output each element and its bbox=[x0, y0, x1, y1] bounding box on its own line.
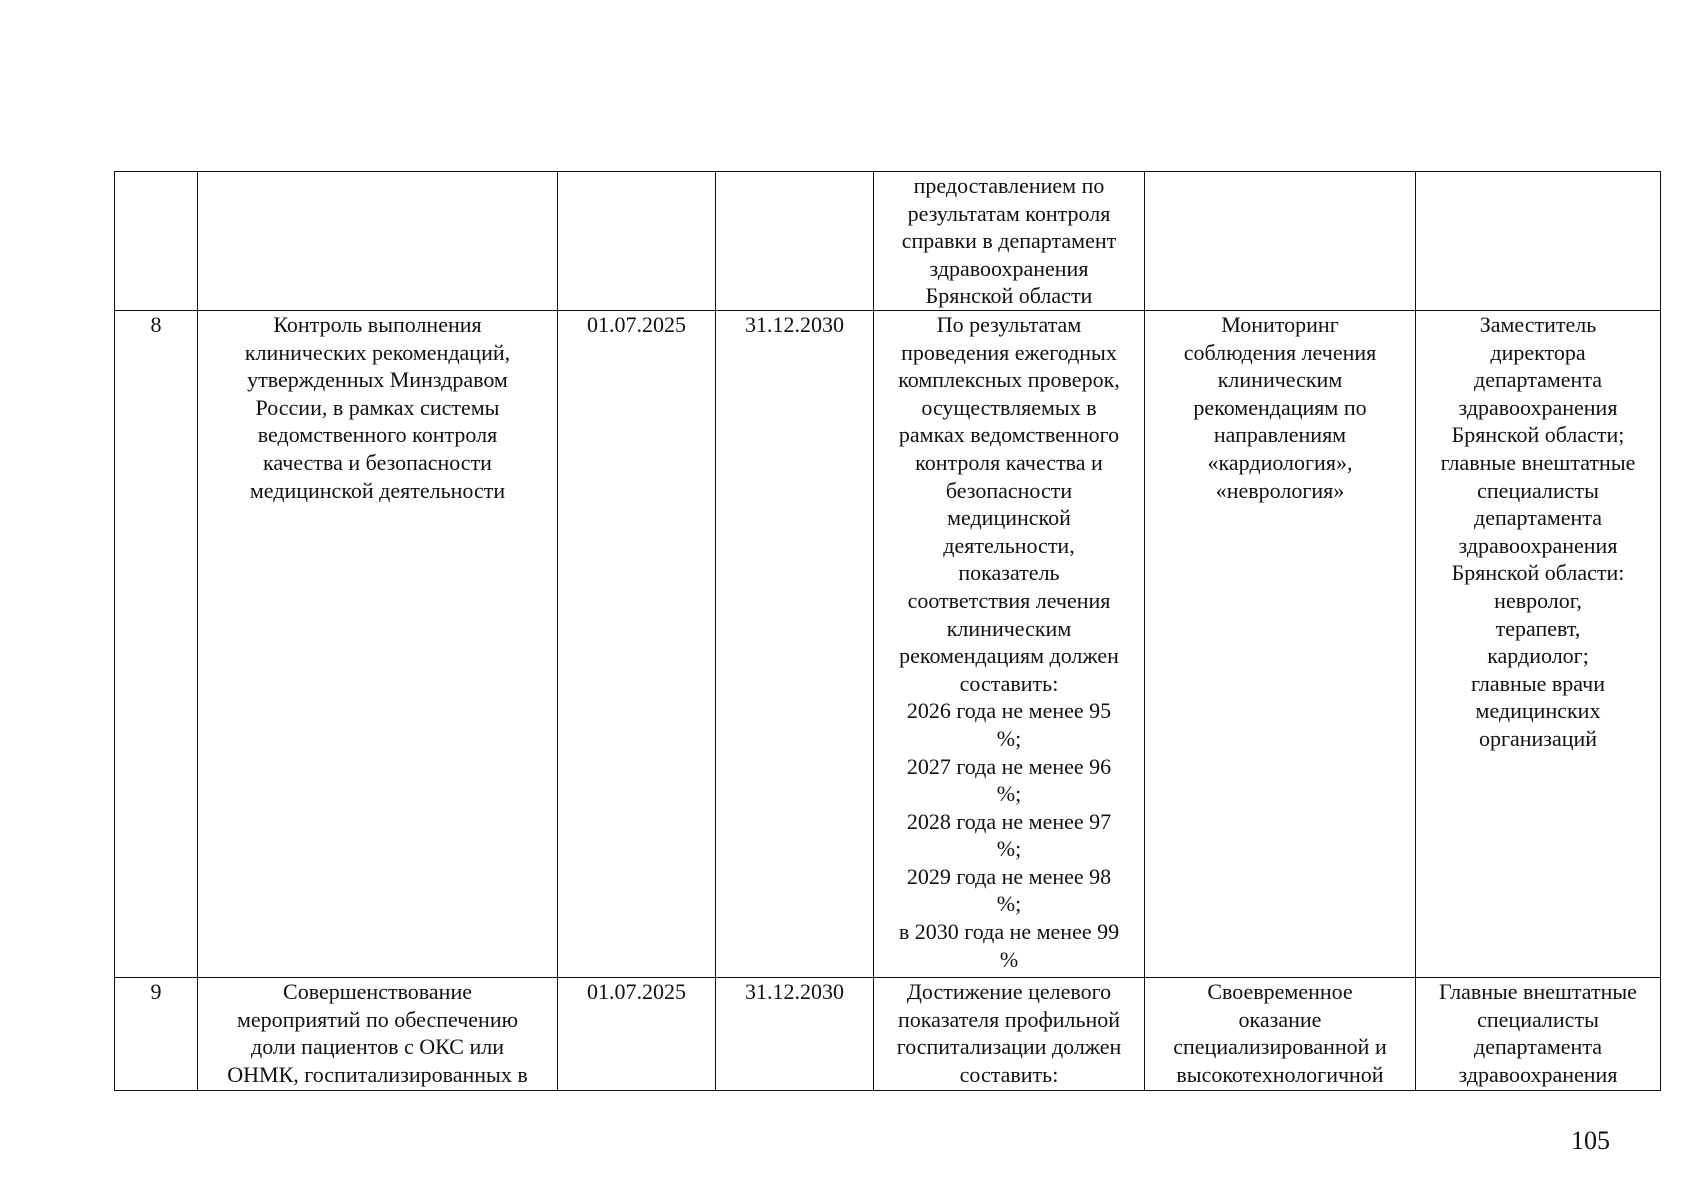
text-line: осуществляемых в bbox=[921, 394, 1097, 420]
text-line: %; bbox=[996, 836, 1022, 862]
text-line: комплексных проверок, bbox=[898, 367, 1120, 393]
text-line: кардиолог; bbox=[1487, 643, 1589, 669]
cell-responsible bbox=[1416, 978, 1661, 1091]
text-line: «кардиология», bbox=[1207, 449, 1353, 475]
text-line: Главные внештатные bbox=[1439, 979, 1637, 1004]
text-line: составить: bbox=[959, 1061, 1059, 1087]
text-line: высокотехнологичной bbox=[1176, 1061, 1384, 1087]
text-line: здравоохранения bbox=[1458, 394, 1618, 420]
text-line: здравоохранения bbox=[929, 255, 1089, 281]
text-line: показатель bbox=[958, 560, 1060, 586]
text-line: безопасности bbox=[945, 477, 1073, 503]
text-line: %; bbox=[996, 725, 1022, 751]
text-line: главные врачи bbox=[1471, 670, 1605, 696]
text-line: департамента bbox=[1474, 1034, 1602, 1060]
text-line: Достижение целевого bbox=[906, 979, 1112, 1004]
text-line: мероприятий по обеспечению bbox=[236, 1006, 519, 1032]
text-line: доли пациентов с ОКС или bbox=[251, 1034, 504, 1060]
text-line: Заместитель bbox=[1479, 312, 1597, 337]
cell-responsible bbox=[1416, 311, 1661, 978]
text-line: предоставлением по bbox=[913, 173, 1105, 198]
cell-start-date bbox=[558, 172, 716, 311]
text-line: 2029 года не менее 98 bbox=[906, 863, 1112, 889]
text-line: показателя профильной bbox=[897, 1006, 1121, 1032]
text-line: %; bbox=[996, 891, 1022, 917]
cell-indicator bbox=[1145, 978, 1416, 1091]
text-line: соответствия лечения bbox=[907, 587, 1111, 613]
cell-start-date: 01.07.2025 bbox=[558, 311, 716, 978]
cell-expected-result bbox=[874, 978, 1145, 1091]
cell-end-date bbox=[716, 172, 874, 311]
cell-expected-result bbox=[874, 311, 1145, 978]
text-line: проведения ежегодных bbox=[901, 339, 1117, 365]
text-line: департамента bbox=[1474, 367, 1602, 393]
text-line: ОНМК, госпитализированных в bbox=[227, 1061, 528, 1087]
text-line: Брянской области bbox=[925, 283, 1093, 309]
text-line: госпитализации должен bbox=[896, 1034, 1122, 1060]
text-line: составить: bbox=[959, 670, 1059, 696]
table-row bbox=[115, 978, 1661, 1091]
cell-end-date: 31.12.2030 bbox=[716, 311, 874, 978]
text-line: направлениям bbox=[1213, 422, 1347, 448]
page-number: 105 bbox=[1571, 1126, 1610, 1155]
text-line: терапевт, bbox=[1495, 615, 1581, 641]
text-line: результатам контроля bbox=[907, 200, 1111, 226]
text-line: главные внештатные bbox=[1440, 449, 1636, 475]
text-line: специализированной и bbox=[1173, 1034, 1387, 1060]
text-line: Совершенствование bbox=[283, 979, 472, 1004]
text-line: здравоохранения bbox=[1458, 1061, 1618, 1087]
text-line: медицинской деятельности bbox=[249, 477, 506, 503]
cell-activity-name bbox=[198, 172, 558, 311]
text-line: рамках ведомственного bbox=[898, 422, 1120, 448]
text-line: России, в рамках системы bbox=[255, 394, 500, 420]
text-line: директора bbox=[1490, 339, 1586, 365]
text-line: Брянской области; bbox=[1451, 422, 1625, 448]
text-line: «неврология» bbox=[1215, 477, 1345, 503]
text-line: 2026 года не менее 95 bbox=[906, 698, 1112, 724]
cell-activity-name bbox=[198, 978, 558, 1091]
text-line: По результатам bbox=[936, 312, 1082, 337]
text-line: 2027 года не менее 96 bbox=[906, 753, 1112, 779]
text-line: Брянской области: bbox=[1451, 560, 1625, 586]
activities-table bbox=[114, 171, 1661, 1091]
text-line: Своевременное bbox=[1207, 979, 1353, 1004]
text-line: %; bbox=[996, 781, 1022, 807]
text-line: медицинских bbox=[1475, 698, 1601, 724]
text-line: 2028 года не менее 97 bbox=[906, 808, 1112, 834]
text-line: утвержденных Минздравом bbox=[247, 367, 508, 393]
cell-number: 8 bbox=[115, 311, 198, 978]
table-row bbox=[115, 172, 1661, 311]
text-line: справки в департамент bbox=[901, 228, 1117, 254]
text-line: специалисты bbox=[1477, 477, 1599, 503]
cell-number: 9 bbox=[115, 978, 198, 1091]
text-line: в 2030 года не менее 99 bbox=[898, 919, 1120, 945]
text-line: % bbox=[999, 946, 1019, 972]
text-line: здравоохранения bbox=[1458, 532, 1618, 558]
text-line: оказание bbox=[1238, 1006, 1322, 1032]
text-line: клиническим bbox=[946, 615, 1072, 641]
text-line: организаций bbox=[1478, 725, 1598, 751]
cell-activity-name bbox=[198, 311, 558, 978]
text-line: специалисты bbox=[1477, 1006, 1599, 1032]
cell-indicator bbox=[1145, 172, 1416, 311]
table-row bbox=[115, 311, 1661, 978]
text-line: соблюдения лечения bbox=[1183, 339, 1377, 365]
cell-responsible bbox=[1416, 172, 1661, 311]
cell-start-date: 01.07.2025 bbox=[558, 978, 716, 1091]
text-line: контроля качества и bbox=[915, 449, 1103, 475]
cell-number bbox=[115, 172, 198, 311]
text-line: медицинской bbox=[947, 505, 1071, 531]
text-line: Контроль выполнения bbox=[273, 312, 482, 337]
text-line: деятельности, bbox=[943, 532, 1075, 558]
text-line: рекомендациям должен bbox=[899, 643, 1119, 669]
cell-expected-result bbox=[874, 172, 1145, 311]
text-line: ведомственного контроля bbox=[257, 422, 498, 448]
text-line: Мониторинг bbox=[1221, 312, 1339, 337]
text-line: клиническим bbox=[1217, 367, 1343, 393]
cell-end-date: 31.12.2030 bbox=[716, 978, 874, 1091]
cell-indicator bbox=[1145, 311, 1416, 978]
text-line: департамента bbox=[1474, 505, 1602, 531]
text-line: качества и безопасности bbox=[263, 449, 492, 475]
text-line: невролог, bbox=[1494, 587, 1582, 613]
text-line: клинических рекомендаций, bbox=[244, 339, 511, 365]
text-line: рекомендациям по bbox=[1193, 394, 1367, 420]
